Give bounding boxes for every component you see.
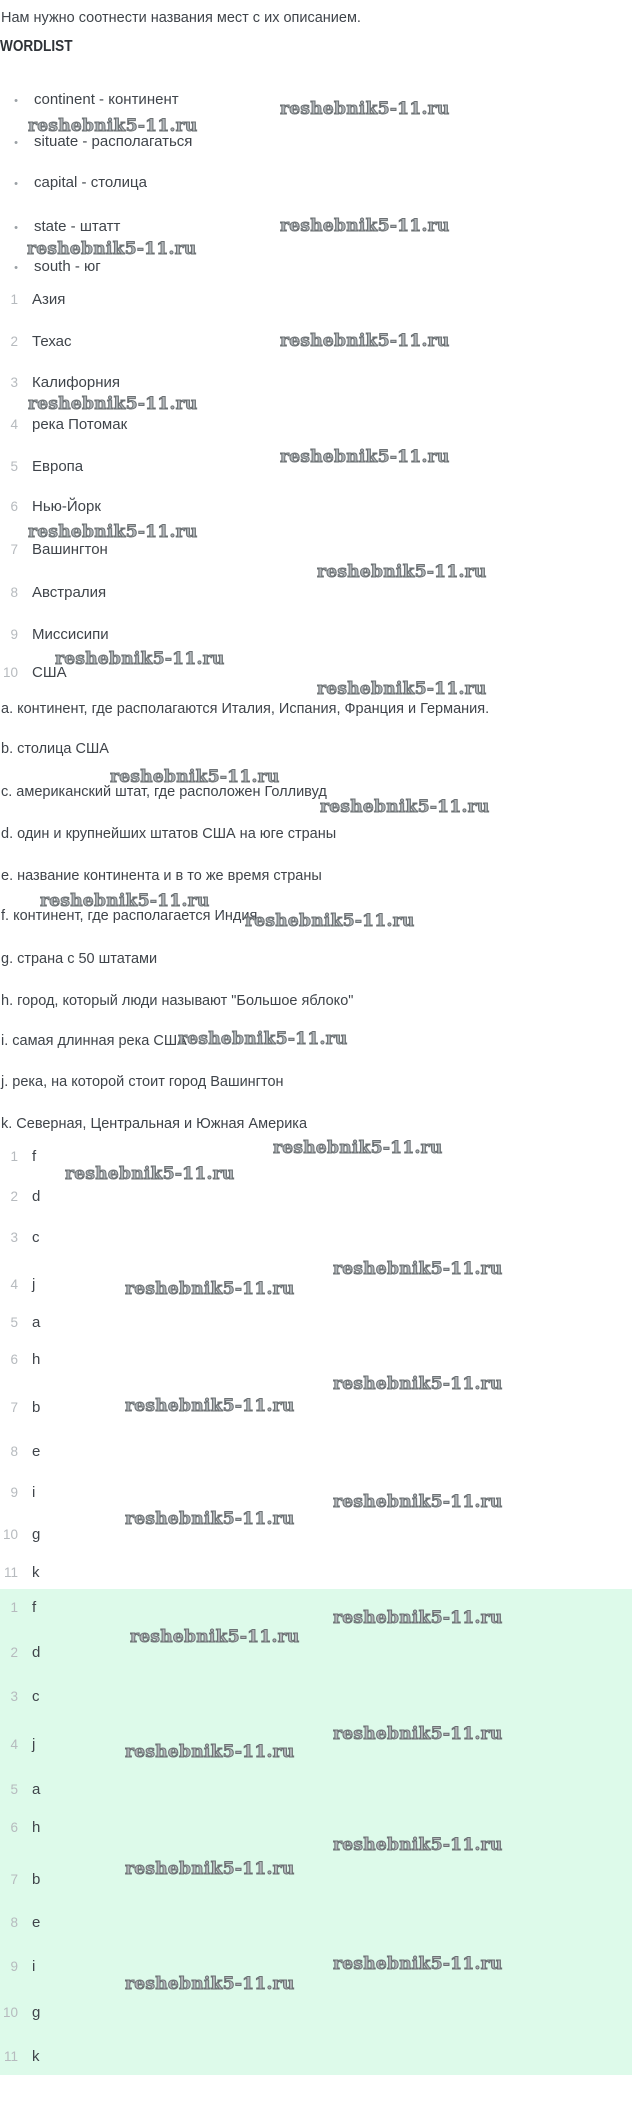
watermark: reshebnik5-11.ru: [55, 649, 225, 669]
description-text: столица США: [17, 741, 109, 757]
place-number: 7: [10, 542, 18, 557]
watermark: reshebnik5-11.ru: [320, 797, 490, 817]
watermark: reshebnik5-11.ru: [280, 331, 450, 351]
watermark: reshebnik5-11.ru: [125, 1279, 295, 1299]
wordlist-title: WORDLIST: [0, 38, 73, 55]
answer-row: [0, 1525, 40, 1545]
description-line: [1, 1032, 187, 1051]
answer-number: 7: [10, 1872, 18, 1887]
description-line: [1, 992, 353, 1011]
place-name: Техас: [32, 333, 72, 350]
description-text: американский штат, где расположен Голливуд: [16, 784, 327, 800]
answer-row-green: [0, 1687, 40, 1707]
answer-number: 4: [10, 1737, 18, 1752]
wordlist-item: [0, 90, 179, 111]
place-row: [0, 540, 108, 560]
answer-letter: a: [32, 1781, 41, 1798]
place-name: Нью-Йорк: [32, 498, 101, 515]
answer-number: 3: [10, 1689, 18, 1704]
answer-letter: b: [32, 1871, 41, 1888]
answer-number: 1: [10, 1600, 18, 1615]
answer-number: 2: [10, 1189, 18, 1204]
answer-row: [0, 1350, 40, 1370]
watermark: reshebnik5-11.ru: [333, 1608, 503, 1628]
answer-letter: b: [32, 1399, 41, 1416]
answer-letter: c: [32, 1229, 40, 1246]
answer-number: 10: [2, 2005, 18, 2020]
description-line: [1, 1115, 307, 1134]
description-line: [1, 740, 109, 759]
watermark: reshebnik5-11.ru: [280, 216, 450, 236]
answer-letter: e: [32, 1443, 41, 1460]
answer-row-green: [0, 1957, 35, 1977]
answer-letter: d: [32, 1644, 41, 1661]
answer-row: [0, 1147, 36, 1167]
description-text: континент, где располагается Индия: [13, 908, 258, 924]
answer-row-green: [0, 1735, 35, 1755]
wordlist-item: [0, 257, 101, 278]
wordlist-item-text: continent - континент: [34, 91, 179, 108]
watermark: reshebnik5-11.ru: [28, 394, 198, 414]
place-name: США: [32, 664, 67, 681]
answer-letter: f: [32, 1148, 37, 1165]
watermark: reshebnik5-11.ru: [125, 1509, 295, 1529]
answer-letter: j: [32, 1276, 36, 1293]
place-row: [0, 625, 109, 645]
place-number: 3: [10, 375, 18, 390]
place-number: 4: [10, 417, 18, 432]
description-label: f.: [1, 908, 10, 924]
place-row: [0, 583, 106, 603]
place-name: Азия: [32, 291, 66, 308]
bullet-icon: •: [14, 137, 18, 149]
watermark: reshebnik5-11.ru: [65, 1164, 235, 1184]
watermark: reshebnik5-11.ru: [333, 1374, 503, 1394]
place-number: 5: [10, 459, 18, 474]
place-number: 9: [10, 627, 18, 642]
answer-letter: j: [32, 1736, 36, 1753]
place-name: Австралия: [32, 584, 107, 601]
answer-number: 5: [10, 1782, 18, 1797]
description-line: [1, 950, 157, 969]
description-label: d.: [1, 826, 14, 842]
answer-number: 5: [10, 1315, 18, 1330]
answer-row: [0, 1442, 40, 1462]
watermark: reshebnik5-11.ru: [280, 99, 450, 119]
watermark: reshebnik5-11.ru: [317, 679, 487, 699]
description-line: [1, 825, 336, 844]
place-name: река Потомак: [32, 416, 128, 433]
place-number: 1: [10, 292, 18, 307]
answer-row-green: [0, 1780, 40, 1800]
watermark: reshebnik5-11.ru: [317, 562, 487, 582]
answer-number: 10: [2, 1527, 18, 1542]
watermark: reshebnik5-11.ru: [28, 116, 198, 136]
answer-row: [0, 1563, 40, 1583]
answer-row: [0, 1398, 40, 1418]
answers-green-block: [0, 1589, 632, 2075]
answer-letter: h: [32, 1819, 41, 1836]
watermark: reshebnik5-11.ru: [333, 1724, 503, 1744]
description-label: b.: [1, 741, 14, 757]
answer-letter: f: [32, 1599, 37, 1616]
place-name: Вашингтон: [32, 541, 108, 558]
answer-number: 11: [3, 1565, 18, 1580]
place-row: [0, 457, 83, 477]
answer-letter: g: [32, 1526, 41, 1543]
answer-number: 8: [10, 1444, 18, 1459]
answer-letter: k: [32, 2048, 40, 2065]
watermark: reshebnik5-11.ru: [125, 1742, 295, 1762]
answer-number: 2: [10, 1645, 18, 1660]
description-text: один и крупнейших штатов США на юге страны: [17, 826, 337, 842]
description-text: страна с 50 штатами: [17, 951, 158, 967]
watermark: reshebnik5-11.ru: [130, 1627, 300, 1647]
wordlist-item-text: south - юг: [34, 258, 101, 275]
description-text: континент, где располагаются Италия, Испания, Франция и Германия.: [17, 701, 490, 717]
answer-row-green: [0, 1870, 40, 1890]
answer-letter: h: [32, 1351, 41, 1368]
answer-number: 4: [10, 1277, 18, 1292]
description-line: [1, 867, 322, 886]
place-number: 10: [2, 665, 18, 680]
answer-row: [0, 1483, 35, 1503]
place-row: [0, 373, 120, 393]
wordlist-item-text: state - штатт: [34, 218, 121, 235]
place-row: [0, 415, 127, 435]
description-label: c.: [1, 784, 13, 800]
watermark: reshebnik5-11.ru: [333, 1835, 503, 1855]
description-text: река, на которой стоит город Вашингтон: [12, 1074, 284, 1090]
place-number: 6: [10, 499, 18, 514]
wordlist-item-text: capital - столица: [34, 174, 147, 191]
answer-letter: e: [32, 1914, 41, 1931]
answer-row-green: [0, 2047, 40, 2067]
place-row: [0, 332, 72, 352]
description-text: Северная, Центральная и Южная Америка: [16, 1116, 308, 1132]
watermark: reshebnik5-11.ru: [28, 522, 198, 542]
description-line: [1, 1073, 284, 1092]
description-label: i.: [1, 1033, 9, 1049]
answer-row-green: [0, 1818, 40, 1838]
watermark: reshebnik5-11.ru: [125, 1396, 295, 1416]
bullet-icon: •: [14, 178, 18, 190]
answer-row-green: [0, 1913, 40, 1933]
description-text: название континента и в то же время страны: [17, 868, 322, 884]
place-row: [0, 290, 65, 310]
watermark: reshebnik5-11.ru: [178, 1029, 348, 1049]
place-row: [0, 497, 101, 517]
answer-number: 6: [10, 1352, 18, 1367]
answer-number: 6: [10, 1820, 18, 1835]
watermark: reshebnik5-11.ru: [40, 891, 210, 911]
watermark: reshebnik5-11.ru: [125, 1859, 295, 1879]
watermark: reshebnik5-11.ru: [27, 239, 197, 259]
wordlist-item: [0, 217, 120, 238]
description-line: [1, 700, 489, 719]
description-label: g.: [1, 951, 14, 967]
intro-text: Нам нужно соотнести названия мест с их описанием.: [1, 10, 361, 26]
watermark: reshebnik5-11.ru: [273, 1138, 443, 1158]
watermark: reshebnik5-11.ru: [110, 767, 280, 787]
description-label: a.: [1, 701, 14, 717]
answer-number: 7: [10, 1400, 18, 1415]
answer-number: 11: [3, 2049, 18, 2064]
answer-letter: i: [32, 1958, 36, 1975]
answer-row-green: [0, 1643, 40, 1663]
description-label: h.: [1, 993, 14, 1009]
place-name: Калифорния: [32, 374, 121, 391]
watermark: reshebnik5-11.ru: [245, 911, 415, 931]
answer-row: [0, 1187, 40, 1207]
answer-number: 8: [10, 1915, 18, 1930]
answer-row-green: [0, 2003, 40, 2023]
place-name: Европа: [32, 458, 84, 475]
wordlist-item-text: situate - располагаться: [34, 133, 193, 150]
bullet-icon: •: [14, 222, 18, 234]
answer-letter: a: [32, 1314, 41, 1331]
answer-number: 3: [10, 1230, 18, 1245]
answer-letter: c: [32, 1688, 40, 1705]
answer-row: [0, 1275, 35, 1295]
answer-number: 9: [10, 1959, 18, 1974]
place-number: 2: [10, 334, 18, 349]
bullet-icon: •: [14, 262, 18, 274]
place-name: Миссисипи: [32, 626, 109, 643]
watermark: reshebnik5-11.ru: [333, 1259, 503, 1279]
answer-letter: g: [32, 2004, 41, 2021]
description-label: j.: [1, 1074, 9, 1090]
watermark: reshebnik5-11.ru: [125, 1974, 295, 1994]
wordlist-item: [0, 173, 147, 194]
description-label: k.: [1, 1116, 13, 1132]
place-number: 8: [10, 585, 18, 600]
answer-row: [0, 1228, 40, 1248]
answer-number: 9: [10, 1485, 18, 1500]
answer-row: [0, 1313, 40, 1333]
watermark: reshebnik5-11.ru: [333, 1954, 503, 1974]
watermark: reshebnik5-11.ru: [333, 1492, 503, 1512]
answer-number: 1: [10, 1149, 18, 1164]
description-text: город, который люди называют "Большое яблоко": [17, 993, 354, 1009]
bullet-icon: •: [14, 95, 18, 107]
description-label: e.: [1, 868, 14, 884]
answer-letter: d: [32, 1188, 41, 1205]
watermark: reshebnik5-11.ru: [280, 447, 450, 467]
description-text: самая длинная река США: [12, 1033, 187, 1049]
answer-letter: i: [32, 1484, 36, 1501]
answer-letter: k: [32, 1564, 40, 1581]
answer-row-green: [0, 1598, 36, 1618]
